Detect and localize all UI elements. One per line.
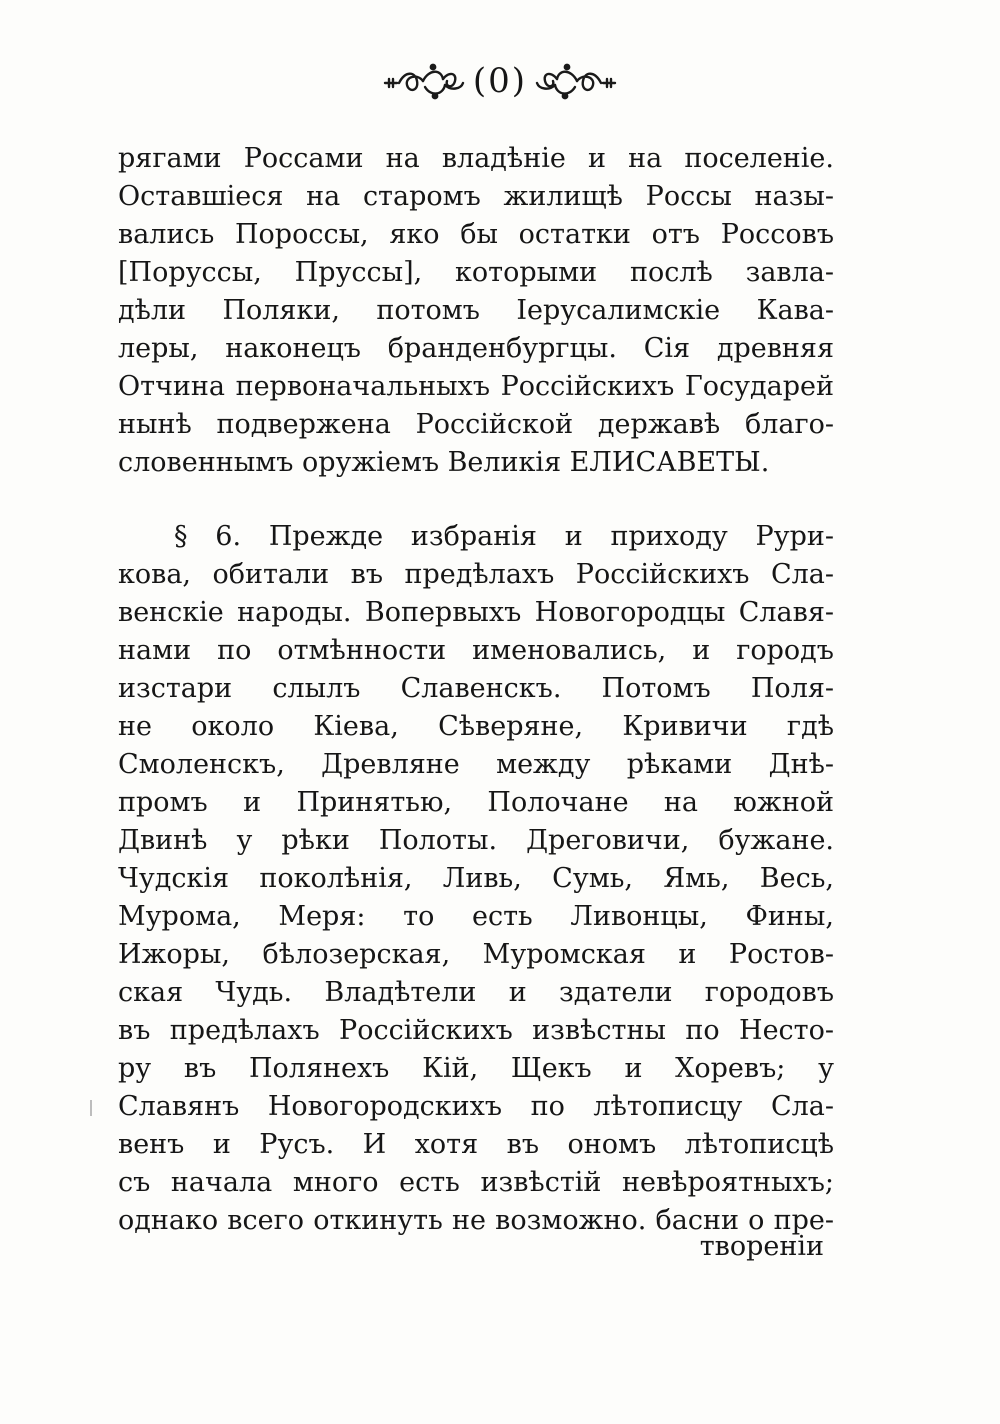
page-number: (0) [472, 61, 528, 101]
text-line: нынѣ подвержена Россійской державѣ благо- [118, 409, 834, 440]
text-line: въ предѣлахъ Россійскихъ извѣстны по Несто- [118, 1015, 834, 1046]
text-line: ру въ Полянехъ Кій, Щекъ и Хоревъ; у [118, 1053, 834, 1084]
text-line: кова, обитали въ предѣлахъ Россійскихъ Сла- [118, 559, 834, 590]
text-line: Отчина первоначальныхъ Россійскихъ Государей [118, 371, 834, 402]
text-line: § 6. Прежде избранія и приходу Рури- [174, 521, 834, 552]
text-line: нами по отмѣнности именовались, и городъ [118, 635, 834, 666]
page-header [0, 56, 1000, 106]
text-line: дѣли Поляки, потомъ Iерусалимскіе Кава- [118, 295, 834, 326]
text-line: Славянъ Новогородскихъ по лѣтописцу Сла- [118, 1091, 834, 1122]
right-flourish-icon [533, 61, 617, 101]
text-line: Чудскія поколѣнія, Ливь, Сумь, Ямь, Весь, [118, 863, 834, 894]
text-line: съ начала много есть извѣстій невѣроятныхъ; [118, 1167, 834, 1198]
margin-mark [90, 1100, 92, 1116]
text-line: Ижоры, бѣлозерская, Муромская и Ростов- [118, 939, 834, 970]
text-line: [Поруссы, Пруссы], которыми послѣ завла- [118, 257, 834, 288]
text-line: Двинѣ у рѣки Полоты. Дреговичи, бужане. [118, 825, 834, 856]
text-line: ская Чудь. Владѣтели и здатели городовъ [118, 977, 834, 1008]
text-line: рягами Россами на владѣніе и на поселеніе. [118, 143, 834, 174]
text-line: Смоленскъ, Древляне между рѣками Днѣ- [118, 749, 834, 780]
catchword: творенiи [699, 1231, 824, 1262]
text-line: Мурома, Меря: то есть Ливонцы, Фины, [118, 901, 834, 932]
text-line: словеннымъ оружіемъ Великія ЕЛИСАВЕТЫ. [118, 447, 770, 478]
text-line: венъ и Русъ. И хотя въ ономъ лѣтописцѣ [118, 1129, 834, 1160]
text-line: венскіе народы. Вопервыхъ Новогородцы Славя- [118, 597, 834, 628]
text-line: не около Кіева, Сѣверяне, Кривичи гдѣ [118, 711, 834, 742]
paragraph-1 [118, 140, 834, 482]
text-line: Оставшіеся на старомъ жилищѣ Россы назы- [118, 181, 834, 212]
paragraph-2 [118, 518, 834, 1240]
left-flourish-icon [383, 61, 467, 101]
text-line: вались Пороссы, яко бы остатки отъ Россовъ [118, 219, 834, 250]
text-line: промъ и Принятью, Полочане на южной [118, 787, 834, 818]
text-line: леры, наконецъ бранденбургцы. Сія древняя [118, 333, 834, 364]
text-line: изстари слылъ Славенскъ. Потомъ Поля- [118, 673, 834, 704]
text-line: однако всего откинуть не возможно. басни о пре- [118, 1205, 834, 1236]
